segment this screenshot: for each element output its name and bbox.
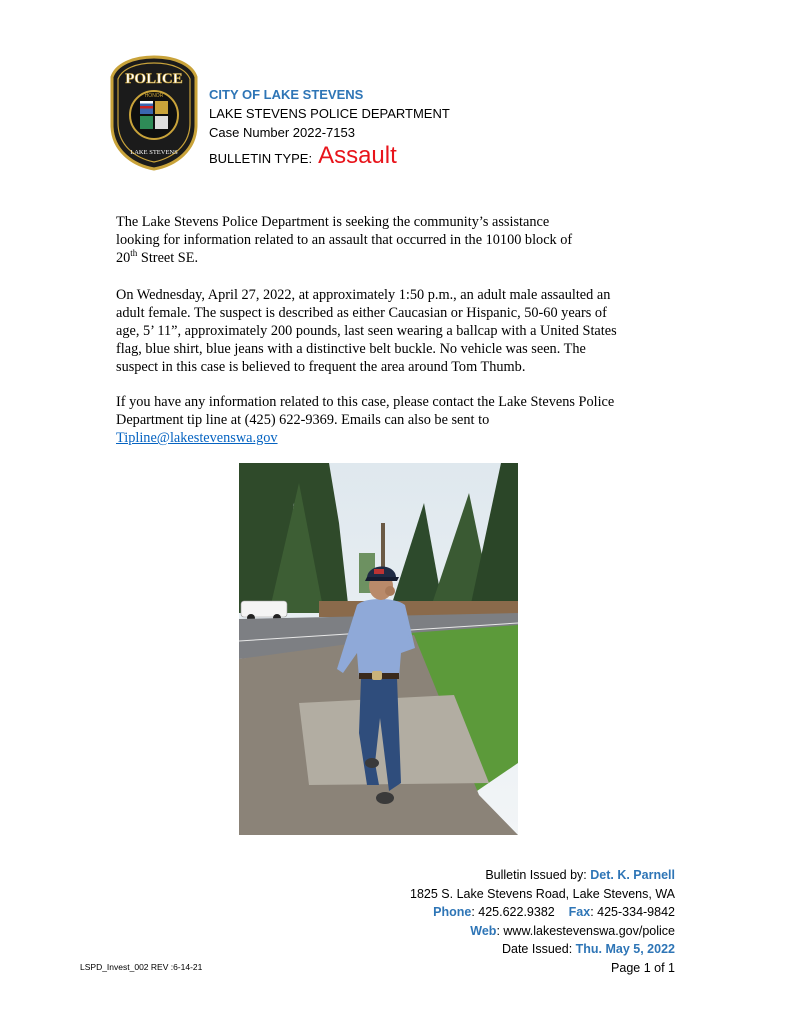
svg-text:HONOR: HONOR xyxy=(144,93,164,99)
intro-paragraph xyxy=(116,213,676,267)
web-row: Web: www.lakestevenswa.gov/police xyxy=(470,923,675,938)
case-number: Case Number 2022-7153 xyxy=(209,125,355,140)
department-name: LAKE STEVENS POLICE DEPARTMENT xyxy=(209,106,450,121)
issuer-contact-block xyxy=(410,866,675,977)
city-name: CITY OF LAKE STEVENS xyxy=(209,87,364,102)
bulletin-type-row xyxy=(209,142,450,169)
badge-title-text: POLICE xyxy=(125,71,183,87)
issuer-name: Det. K. Parnell xyxy=(590,868,675,882)
contact-line: If you have any information related to this case, please contact the Lake Stevens Police xyxy=(116,394,615,410)
svg-text:LAKE STEVENS: LAKE STEVENS xyxy=(130,149,178,156)
intro-line: 20th Street SE. xyxy=(116,248,199,266)
bulletin-type-label: BULLETIN TYPE: xyxy=(209,151,313,166)
incident-line: adult female. The suspect is described as either Caucasian or Hispanic, 50-60 years of xyxy=(116,305,607,321)
incident-line: suspect in this case is believed to frequent the area around Tom Thumb. xyxy=(116,359,526,375)
contact-paragraph xyxy=(116,393,676,447)
contact-line: Department tip line at (425) 622-9369. Emails can also be sent to xyxy=(116,412,490,428)
phone-fax-row: Phone: 425.622.9382 Fax: 425-334-9842 xyxy=(433,905,675,919)
suspect-photo xyxy=(239,463,518,835)
tipline-email-link[interactable]: Tipline@lakestevenswa.gov xyxy=(116,430,278,446)
bulletin-type-value: Assault xyxy=(318,142,397,169)
issued-by-row: Bulletin Issued by: Det. K. Parnell xyxy=(485,868,675,882)
header-block xyxy=(209,85,450,168)
intro-line: The Lake Stevens Police Department is seeking the community’s assistance xyxy=(116,214,550,230)
police-badge-logo xyxy=(110,55,198,171)
incident-paragraph xyxy=(116,286,676,376)
intro-line: looking for information related to an assault that occurred in the 10100 block of xyxy=(116,232,573,248)
incident-line: On Wednesday, April 27, 2022, at approximately 1:50 p.m., an adult male assaulted an xyxy=(116,287,611,303)
form-revision-id: LSPD_Invest_002 REV :6-14-21 xyxy=(80,962,203,972)
incident-line: flag, blue shirt, blue jeans with a distinctive belt buckle. No vehicle was seen. The xyxy=(116,341,586,357)
page-number: Page 1 of 1 xyxy=(611,960,675,975)
address: 1825 S. Lake Stevens Road, Lake Stevens, WA xyxy=(410,886,675,901)
incident-line: age, 5’ 11”, approximately 200 pounds, last seen wearing a ballcap with a United States xyxy=(116,323,617,339)
date-issued-row: Date Issued: Thu. May 5, 2022 xyxy=(501,942,675,956)
date-issued: Thu. May 5, 2022 xyxy=(575,942,675,956)
